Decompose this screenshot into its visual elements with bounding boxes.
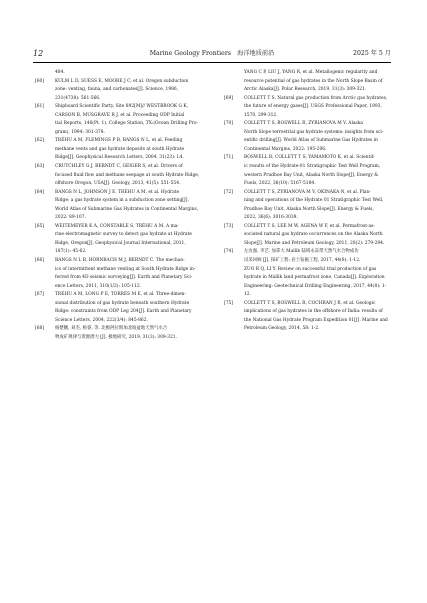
reference-text — [55, 257, 203, 291]
reference-line: ning and operations of the Hydrate 01 Stratigraphic Test Well, — [244, 198, 384, 204]
reference-line: 左汝强, 李艺. 加拿大 Mallik 陆域永冻带天然气水合物成功 — [244, 249, 359, 255]
reference-line: methane vents and gas hydrate deposits at south Hydrate — [55, 146, 185, 152]
reference-number: [62] — [35, 138, 45, 144]
reference-line: BANGS N L, JOHNSON J E, TRÉHU A M, et al. Hydrate — [55, 189, 180, 195]
reference-line: TRÉHU A M, FLEMINGS P B, BANGS N L, et al. Feeding — [55, 138, 183, 144]
reference-line: offshore Oregon, USA[J]. Geology, 2013, 41(5): 551-554. — [55, 181, 181, 187]
reference-line: COLLETT T S. Natural gas production from Arctic gas hydrates, — [244, 95, 388, 101]
reference-text — [244, 95, 392, 121]
reference-text — [244, 120, 392, 154]
reference-number: [75] — [224, 300, 234, 306]
reference-number: [66] — [35, 258, 45, 264]
reference-line: focused fluid flow and methane seepage at south Hydrate Ridge, — [55, 172, 200, 178]
reference-line: ferred from 4D seismic surveying[J]. Earth and Planetary Sci- — [55, 275, 193, 281]
reference-number: [70] — [224, 121, 234, 127]
reference-line: 2022: 89-107. — [55, 215, 86, 221]
reference-line: 231(4738): 561-566. — [55, 95, 101, 101]
reference-entry — [35, 69, 203, 78]
reference-number: [71] — [224, 155, 234, 161]
reference-line: 187(1): 45-62. — [55, 249, 87, 255]
reference-text — [244, 69, 392, 95]
page-number: 12 — [33, 49, 44, 58]
reference-line: western Prudhoe Bay Unit, Alaska North Slope[J]. Energy & — [244, 172, 379, 178]
reference-line: BOSWELL R, COLLETT T S, YAMAMOTO K, et al. Scientif- — [244, 155, 375, 161]
reference-line: zone: venting, fauna, and carbonates[J]. Science, 1986, — [55, 87, 179, 93]
references-right-column — [224, 69, 392, 334]
reference-line: Science Letters, 2004, 222(3/4): 845-862. — [55, 317, 148, 323]
reference-number: [65] — [35, 223, 45, 229]
reference-line: CRUTCHLEY G J, BERNDT C, GEIGER S, et al. Drivers of — [55, 164, 183, 170]
reference-number: [72] — [224, 189, 234, 195]
reference-entry — [35, 325, 203, 342]
reference-line: Engineering: Geotechnical Drilling Engineering, 2017, 44(8): 1- — [244, 283, 387, 289]
reference-text — [55, 69, 203, 78]
reference-text — [244, 266, 392, 300]
reference-line: COLLETT T S, ZYRIANOVA M V, OKINAKA N, et al. Plan- — [244, 189, 371, 195]
reference-line: COLLETT T S, LEE M W, AGENA W F, et al. Permafrost-as- — [244, 223, 375, 229]
reference-text — [55, 223, 203, 257]
reference-text — [244, 154, 392, 188]
reference-entry — [224, 223, 392, 249]
reference-entry — [35, 257, 203, 291]
reference-number — [224, 69, 244, 95]
reference-line: resource potential of gas hydrates in the North Slope Basin of — [244, 78, 383, 84]
reference-number — [224, 266, 244, 300]
reference-line: sociated natural gas hydrate occurrences on the Alaska North — [244, 232, 383, 238]
reference-text — [55, 163, 203, 189]
reference-line: hydrate in Mallik land permafrost zone, Canada[J]. Exploration — [244, 275, 385, 281]
reference-line: ics of intermittent methane venting at South Hydrate Ridge in- — [55, 266, 196, 272]
reference-text — [55, 325, 203, 342]
references-left-column — [35, 69, 203, 343]
reference-line: Ridge: a gas hydrate system in a subduction zone setting[J]. — [55, 198, 189, 204]
reference-line: COLLETT T S, BOSWELL R, COCHRAN J R, et al. Geologic — [244, 300, 376, 306]
header-rule — [33, 62, 391, 63]
reference-number: [64] — [35, 189, 45, 195]
journal-title: Marine Geology Frontiers 海洋地质前沿 — [149, 50, 275, 57]
reference-entry — [224, 266, 392, 300]
reference-number: [68] — [35, 326, 45, 332]
reference-entry — [35, 223, 203, 257]
reference-number: [73] — [224, 223, 234, 229]
reference-line: North Slope terrestrial gas hydrate systems: insights from sci- — [244, 129, 384, 135]
reference-text — [244, 189, 392, 223]
reference-line: ZUO R Q, LI Y. Review on successful trial production of gas — [244, 266, 377, 272]
reference-line: 484. — [55, 70, 65, 75]
reference-text — [244, 300, 392, 334]
reference-line: BANGS N L B, HORNBACH M J, BERNDT C. The mechan- — [55, 258, 185, 264]
reference-entry — [224, 69, 392, 95]
reference-line: Petroleum Geology, 2014, 58: 1-2. — [244, 326, 320, 332]
reference-line: CARSON B, MUSGRAVE R J, et al. Proceeding ODP Initial — [55, 112, 185, 118]
reference-line: Prudhoe Bay Unit, Alaska North Slope[J]. Energy & Fuels, — [244, 206, 374, 212]
reference-line: ic results of the Hydrate-01 Stratigraphic Test Well Program, — [244, 164, 381, 170]
reference-text — [55, 103, 203, 137]
issue-date: 2025 年 5 月 — [353, 50, 391, 57]
reference-text — [55, 137, 203, 163]
reference-entry — [224, 120, 392, 154]
reference-line: KULM L D, SUESS E, MOORE J C, et al. Oregon subduction — [55, 78, 189, 84]
reference-line: entific drilling[J]. World Atlas of Submarine Gas Hydrates in — [244, 138, 378, 144]
reference-line: TRÉHU A M, LONG P E, TORRES M E, et al. Three-dimen- — [55, 292, 186, 298]
reference-text — [244, 223, 392, 249]
reference-text — [244, 248, 392, 265]
reference-line: Fuels, 2022, 36(10): 5167-5184. — [244, 181, 316, 187]
reference-line: implications of gas hydrates in the offshore of India: results of — [244, 309, 383, 315]
reference-line: 12. — [244, 292, 251, 298]
reference-line: rine electromagnetic survey to detect gas hydrate at Hydrate — [55, 232, 192, 238]
reference-entry — [224, 248, 392, 265]
reference-line: Slope[J]. Marine and Petroleum Geology, 2011, 28(2): 279-294. — [244, 240, 385, 246]
reference-line: Shipboard Scientific Party. Site 892[M]// WESTBROOK G K, — [55, 104, 189, 110]
reference-line: 2022, 36(6): 3016-3039. — [244, 215, 298, 221]
reference-line: gram), 1994: 301-378. — [55, 129, 105, 135]
reference-entry — [35, 189, 203, 223]
reference-line: YANG C P, LIU J, YANG R, et al. Metallogenic regularity and — [244, 70, 378, 75]
reference-number: [74] — [224, 249, 234, 255]
reference-line: 杨楚鹏, 刘杰, 杨睿, 等. 北极阿拉斯加北坡盆地天然气水合 — [55, 326, 168, 332]
reference-line: the National Gas Hydrate Program Expedition 01[J]. Marine and — [244, 317, 388, 323]
reference-number: [61] — [35, 104, 45, 110]
reference-line: World Atlas of Submarine Gas Hydrates in Continental Margins, — [55, 206, 199, 212]
reference-line: the future of energy gases[J]. USGS Professional Paper, 1993, — [244, 104, 382, 110]
reference-text — [55, 291, 203, 325]
reference-line: Arctic Alaska[J]. Polar Research, 2019, 31(3): 309-321. — [244, 87, 367, 93]
reference-text — [55, 189, 203, 223]
reference-line: 1570, 299-312. — [244, 112, 278, 118]
reference-text — [55, 78, 203, 104]
reference-line: Ridge, Oregon[J]. Geophysical Journal International, 2011, — [55, 240, 186, 246]
reference-number: [60] — [35, 78, 45, 84]
reference-entry — [35, 103, 203, 137]
reference-entry — [35, 78, 203, 104]
reference-line: Continental Margins, 2022: 195-206. — [244, 146, 327, 152]
reference-number: [67] — [35, 292, 45, 298]
reference-entry — [224, 189, 392, 223]
page-header — [33, 47, 391, 61]
reference-line: 物成矿规律与资源潜力 [J]. 极地研究, 2019, 31(3): 309-321. — [55, 334, 177, 340]
reference-number: [69] — [224, 95, 234, 101]
reference-line: COLLETT T S, BOSWELL R, ZYRIANOVA M V. Alaska — [244, 121, 364, 127]
reference-line: tial Reports, 146(Pt. 1). College Station, TX:(Ocean Drilling Pro- — [55, 121, 198, 127]
reference-entry — [224, 95, 392, 121]
reference-entry — [224, 300, 392, 334]
reference-line: ence Letters, 2011, 310(1/2): 105-112. — [55, 283, 142, 289]
reference-line: Ridge[J]. Geophysical Research Letters, 2004, 31(23): L4. — [55, 155, 184, 161]
reference-line: 试采回顾 [J]. 探矿工程: 岩土钻掘工程, 2017, 44(8): 1-12. — [244, 258, 361, 264]
reference-entry — [224, 154, 392, 188]
reference-line: Ridge: constraints from ODP Leg 204[J]. Earth and Planetary — [55, 309, 192, 315]
reference-entry — [35, 137, 203, 163]
reference-number — [35, 69, 55, 78]
reference-entry — [35, 163, 203, 189]
reference-line: WEITEMEYER K A, CONSTABLE S, TRÉHU A M. A ma- — [55, 223, 179, 229]
reference-line: sional distribution of gas hydrate beneath southern Hydrate — [55, 300, 190, 306]
reference-number: [63] — [35, 164, 45, 170]
reference-entry — [35, 291, 203, 325]
